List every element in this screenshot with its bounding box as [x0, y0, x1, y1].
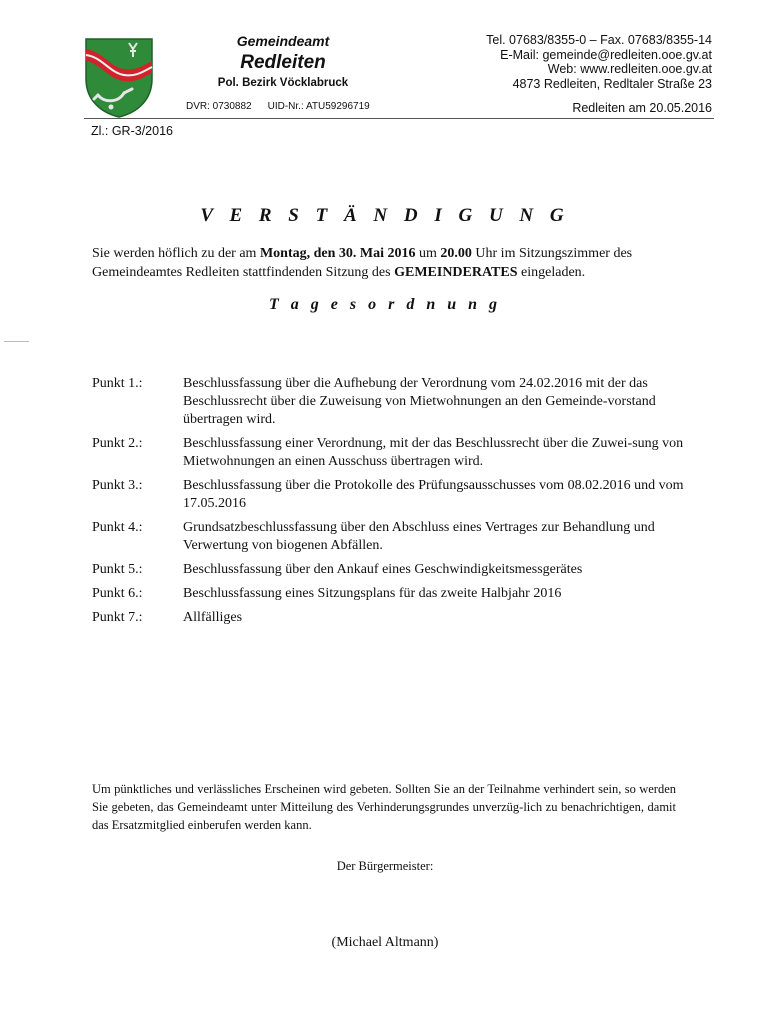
- agenda-item: [92, 435, 692, 471]
- district-name: Pol. Bezirk Vöcklabruck: [217, 77, 349, 89]
- agenda-item-number: Punkt 5.:: [92, 562, 143, 577]
- meeting-time: 20.00: [440, 246, 472, 261]
- email: E-Mail: gemeinde@redleiten.ooe.gv.at: [500, 47, 712, 62]
- contact-block: [486, 33, 712, 91]
- office-block: [217, 33, 349, 89]
- agenda-item: [92, 609, 692, 627]
- agenda-item: [92, 585, 692, 603]
- coat-of-arms-icon: [84, 37, 154, 119]
- attendance-notice: Um pünktliches und verlässliches Erscheinen wird gebeten. Sollten Sie an der Teilnahme verhindert sein, so werden Sie gebeten, das Gemeindeamt unter Mitteilung des Verhinderungsgrundes unverzüg-lich zu benachrichtigen, damit das Ersatzmitglied einberufen werden kann.: [92, 782, 676, 832]
- invitation-text: [92, 244, 702, 282]
- agenda-item: [92, 477, 692, 513]
- intro-text-4: eingeladen.: [517, 265, 586, 280]
- agenda-list: [92, 375, 692, 633]
- dvr-number: DVR: 0730882: [186, 101, 252, 112]
- header-divider: [84, 118, 714, 119]
- agenda-item-number: Punkt 1.:: [92, 376, 143, 391]
- agenda-item: [92, 375, 692, 429]
- agenda-item: [92, 519, 692, 555]
- signature-title: Der Bürgermeister:: [336, 859, 434, 873]
- agenda-title: T a g e s o r d n u n g: [268, 296, 502, 313]
- agenda-item-number: Punkt 6.:: [92, 586, 143, 601]
- intro-text-1: Sie werden höflich zu der am: [92, 246, 260, 261]
- document-title: V E R S T Ä N D I G U N G: [200, 205, 570, 226]
- agenda-item-number: Punkt 2.:: [92, 436, 143, 451]
- signature-name: (Michael Altmann): [331, 935, 439, 950]
- phone-fax: Tel. 07683/8355-0 – Fax. 07683/8355-14: [486, 33, 712, 47]
- reference-number: Zl.: GR-3/2016: [91, 124, 173, 138]
- agenda-item-text: Beschlussfassung über die Aufhebung der Verordnung vom 24.02.2016 mit der das Beschlussrecht über die Zuweisung von Mietwohnungen an den Gemeinde-vorstand übertragen wird.: [183, 376, 656, 427]
- agenda-item-text: Allfälliges: [183, 610, 243, 625]
- municipality-name: Redleiten: [240, 52, 326, 73]
- office-name: Gemeindeamt: [236, 33, 330, 49]
- agenda-item-text: Beschlussfassung einer Verordnung, mit der das Beschlussrecht über die Zuwei-sung von Mietwohnungen an einen Ausschuss übertragen wird.: [183, 436, 684, 469]
- address: 4873 Redleiten, Redltaler Straße 23: [512, 76, 712, 91]
- intro-text-2: um: [415, 246, 441, 261]
- agenda-item-number: Punkt 4.:: [92, 520, 143, 535]
- agenda-item-text: Beschlussfassung über die Protokolle des Prüfungsausschusses vom 08.02.2016 und vom 17.05.2016: [183, 478, 684, 511]
- agenda-item-text: Beschlussfassung eines Sitzungsplans für das zweite Halbjahr 2016: [183, 586, 562, 601]
- agenda-item-number: Punkt 7.:: [92, 610, 143, 625]
- agenda-item-text: Grundsatzbeschlussfassung über den Abschluss eines Vertrages zur Behandlung und Verwertung von biogenen Abfällen.: [183, 520, 655, 553]
- agenda-item: [92, 561, 692, 579]
- agenda-item-text: Beschlussfassung über den Ankauf eines Geschwindigkeitsmessgerätes: [183, 562, 583, 577]
- uid-number: UID-Nr.: ATU59296719: [267, 101, 370, 112]
- margin-mark: [4, 341, 29, 342]
- council-name: GEMEINDERATES: [394, 265, 518, 280]
- place-date: Redleiten am 20.05.2016: [572, 101, 712, 115]
- meeting-date: Montag, den 30. Mai 2016: [259, 246, 416, 261]
- agenda-item-number: Punkt 3.:: [92, 478, 143, 493]
- intro-text-3: Uhr im Sitzungszimmer des Gemeindeamtes Redleiten stattfindenden Sitzung des: [92, 246, 633, 280]
- registration-ids: [186, 101, 370, 112]
- website: Web: www.redleiten.ooe.gv.at: [547, 62, 712, 76]
